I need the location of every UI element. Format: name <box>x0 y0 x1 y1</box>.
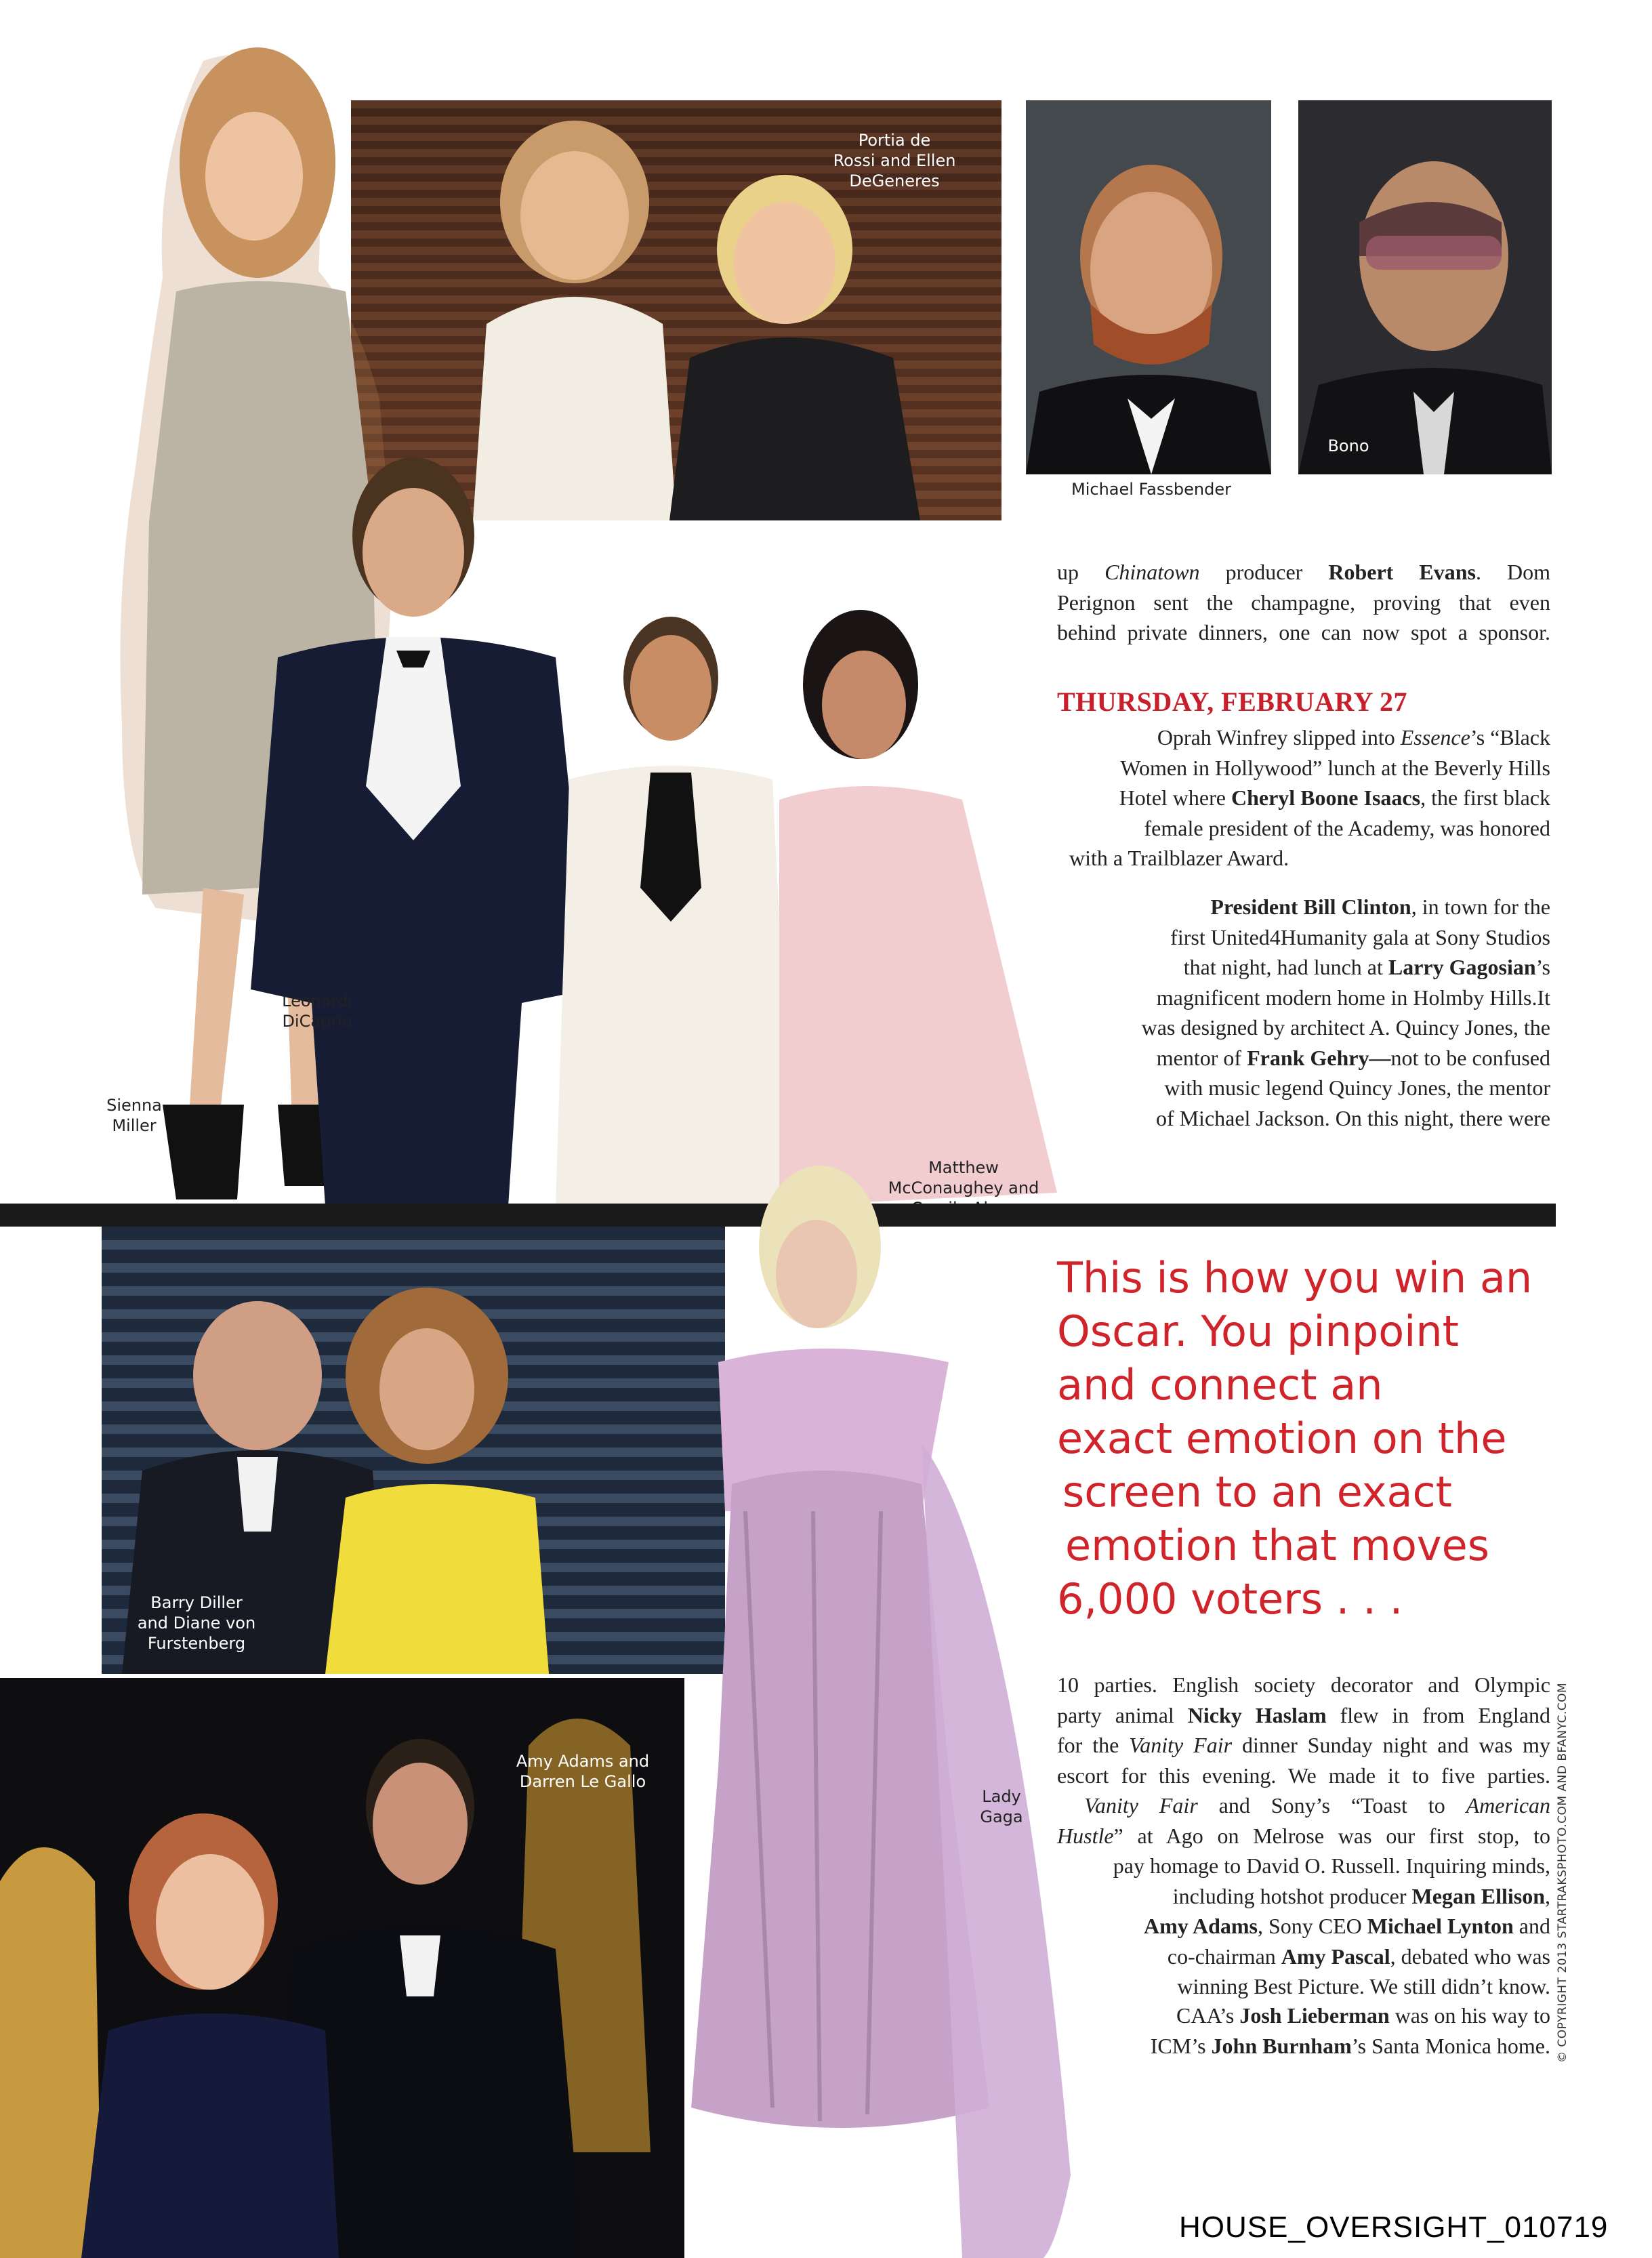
article-line: that night, had lunch at Larry Gagosian’s <box>1183 955 1550 979</box>
article-line: was designed by architect A. Quincy Jones, the <box>1141 1015 1550 1040</box>
pull-quote-line: exact emotion on the <box>1057 1414 1507 1463</box>
photo-matthew-camila <box>556 603 1071 1206</box>
article-line: up Chinatown producer Robert Evans. Dom <box>1057 560 1551 584</box>
article-line: Hotel where Cheryl Boone Isaacs, the first black <box>1119 785 1550 810</box>
article-line: Amy Adams, Sony CEO Michael Lynton and <box>1143 1914 1550 1938</box>
article-line: first United4Humanity gala at Sony Studios <box>1170 924 1550 949</box>
photo-leonardo-dicaprio <box>237 434 603 1206</box>
article-text-bottom-p1 <box>1057 1670 1550 1790</box>
caption-matthew-camila: Matthew McConaughey and <box>888 1158 1039 1197</box>
caption-lady-gaga: Lady Gaga <box>980 1787 1023 1826</box>
article-line: Women in Hollywood” lunch at the Beverly Hills <box>1120 755 1550 780</box>
article-line: magnificent modern home in Holmby Hills.It <box>1156 985 1550 1010</box>
caption-sienna-miller: Sienna Miller <box>106 1096 162 1135</box>
pull-quote-line: and connect an <box>1057 1360 1383 1410</box>
article-line: Vanity Fair and Sony’s “Toast to American <box>1084 1793 1551 1818</box>
photo-michael-fassbender <box>1026 100 1271 474</box>
article-line: CAA’s Josh Lieberman was on his way to <box>1176 2003 1550 2028</box>
article-text-top-p3 <box>1057 892 1550 1133</box>
article-line: with music legend Quincy Jones, the mentor <box>1164 1075 1550 1100</box>
article-line: for the Vanity Fair dinner Sunday night and was my <box>1057 1733 1551 1757</box>
article-line: mentor of Frank Gehry—not to be confused <box>1156 1045 1550 1070</box>
article-line: including hotshot producer Megan Ellison, <box>1172 1883 1550 1908</box>
article-line: Perignon sent the champagne, proving that even <box>1057 590 1550 615</box>
article-line: President Bill Clinton, in town for the <box>1210 895 1550 919</box>
article-line: Hustle” at Ago on Melrose was our first stop, to <box>1057 1823 1550 1848</box>
pull-quote <box>1057 1251 1531 1626</box>
pull-quote-line: This is how you win an <box>1057 1253 1533 1302</box>
pull-quote-line: 6,000 voters . . . <box>1057 1574 1403 1624</box>
article-line: ICM’s John Burnham’s Santa Monica home. <box>1150 2033 1550 2058</box>
article-text-top-p2 <box>1057 722 1550 874</box>
section-heading-thursday: THURSDAY, FEBRUARY 27 <box>1057 686 1407 717</box>
article-line: behind private dinners, one can now spot a sponsor. <box>1057 620 1550 644</box>
pull-quote-line: emotion that moves <box>1065 1521 1490 1570</box>
article-line: female president of the Academy, was honored <box>1144 815 1550 840</box>
article-line: of Michael Jackson. On this night, there were <box>1155 1105 1550 1130</box>
article-text-bottom-p2 <box>1057 1790 1550 2002</box>
caption-bono: Bono <box>1327 436 1369 455</box>
article-line: winning Best Picture. We still didn’t know. <box>1177 1974 1550 1998</box>
bates-number: HOUSE_OVERSIGHT_010719 <box>1179 2211 1609 2244</box>
article-line: 10 parties. English society decorator and Olympic <box>1057 1672 1550 1697</box>
article-line: with a Trailblazer Award. <box>1069 846 1289 870</box>
article-line: party animal Nicky Haslam flew in from England <box>1057 1702 1551 1727</box>
article-line: pay homage to David O. Russell. Inquiring minds, <box>1113 1853 1550 1878</box>
caption-portia-ellen: Portia de Rossi and Ellen DeGeneres <box>833 131 956 190</box>
article-line: escort for this evening. We made it to five parties. <box>1057 1763 1550 1788</box>
photo-bono <box>1298 100 1552 474</box>
photo-lady-gaga <box>637 1159 1111 2258</box>
article-text-bottom-p3 <box>1057 2000 1550 2061</box>
caption-barry-diane: Barry Diller and Diane von Furstenberg <box>137 1593 256 1653</box>
article-text-top-p1 <box>1057 557 1550 648</box>
article-line: co-chairman Amy Pascal, debated who was <box>1167 1944 1550 1969</box>
article-line: Oprah Winfrey slipped into Essence’s “Black <box>1157 725 1550 750</box>
pull-quote-line: screen to an exact <box>1062 1467 1452 1517</box>
photo-credit: © COPYRIGHT 2013 STARTRAKSPHOTO.COM AND BFANYC.COM <box>1556 1682 1569 2063</box>
caption-amy-darren: Amy Adams and Darren Le Gallo <box>516 1752 650 1791</box>
caption-michael-fassbender: Michael Fassbender <box>1071 480 1231 499</box>
caption-leonardi-dicaprio: Leonardi DiCaprio <box>282 991 352 1031</box>
pull-quote-line: Oscar. You pinpoint <box>1057 1307 1459 1356</box>
